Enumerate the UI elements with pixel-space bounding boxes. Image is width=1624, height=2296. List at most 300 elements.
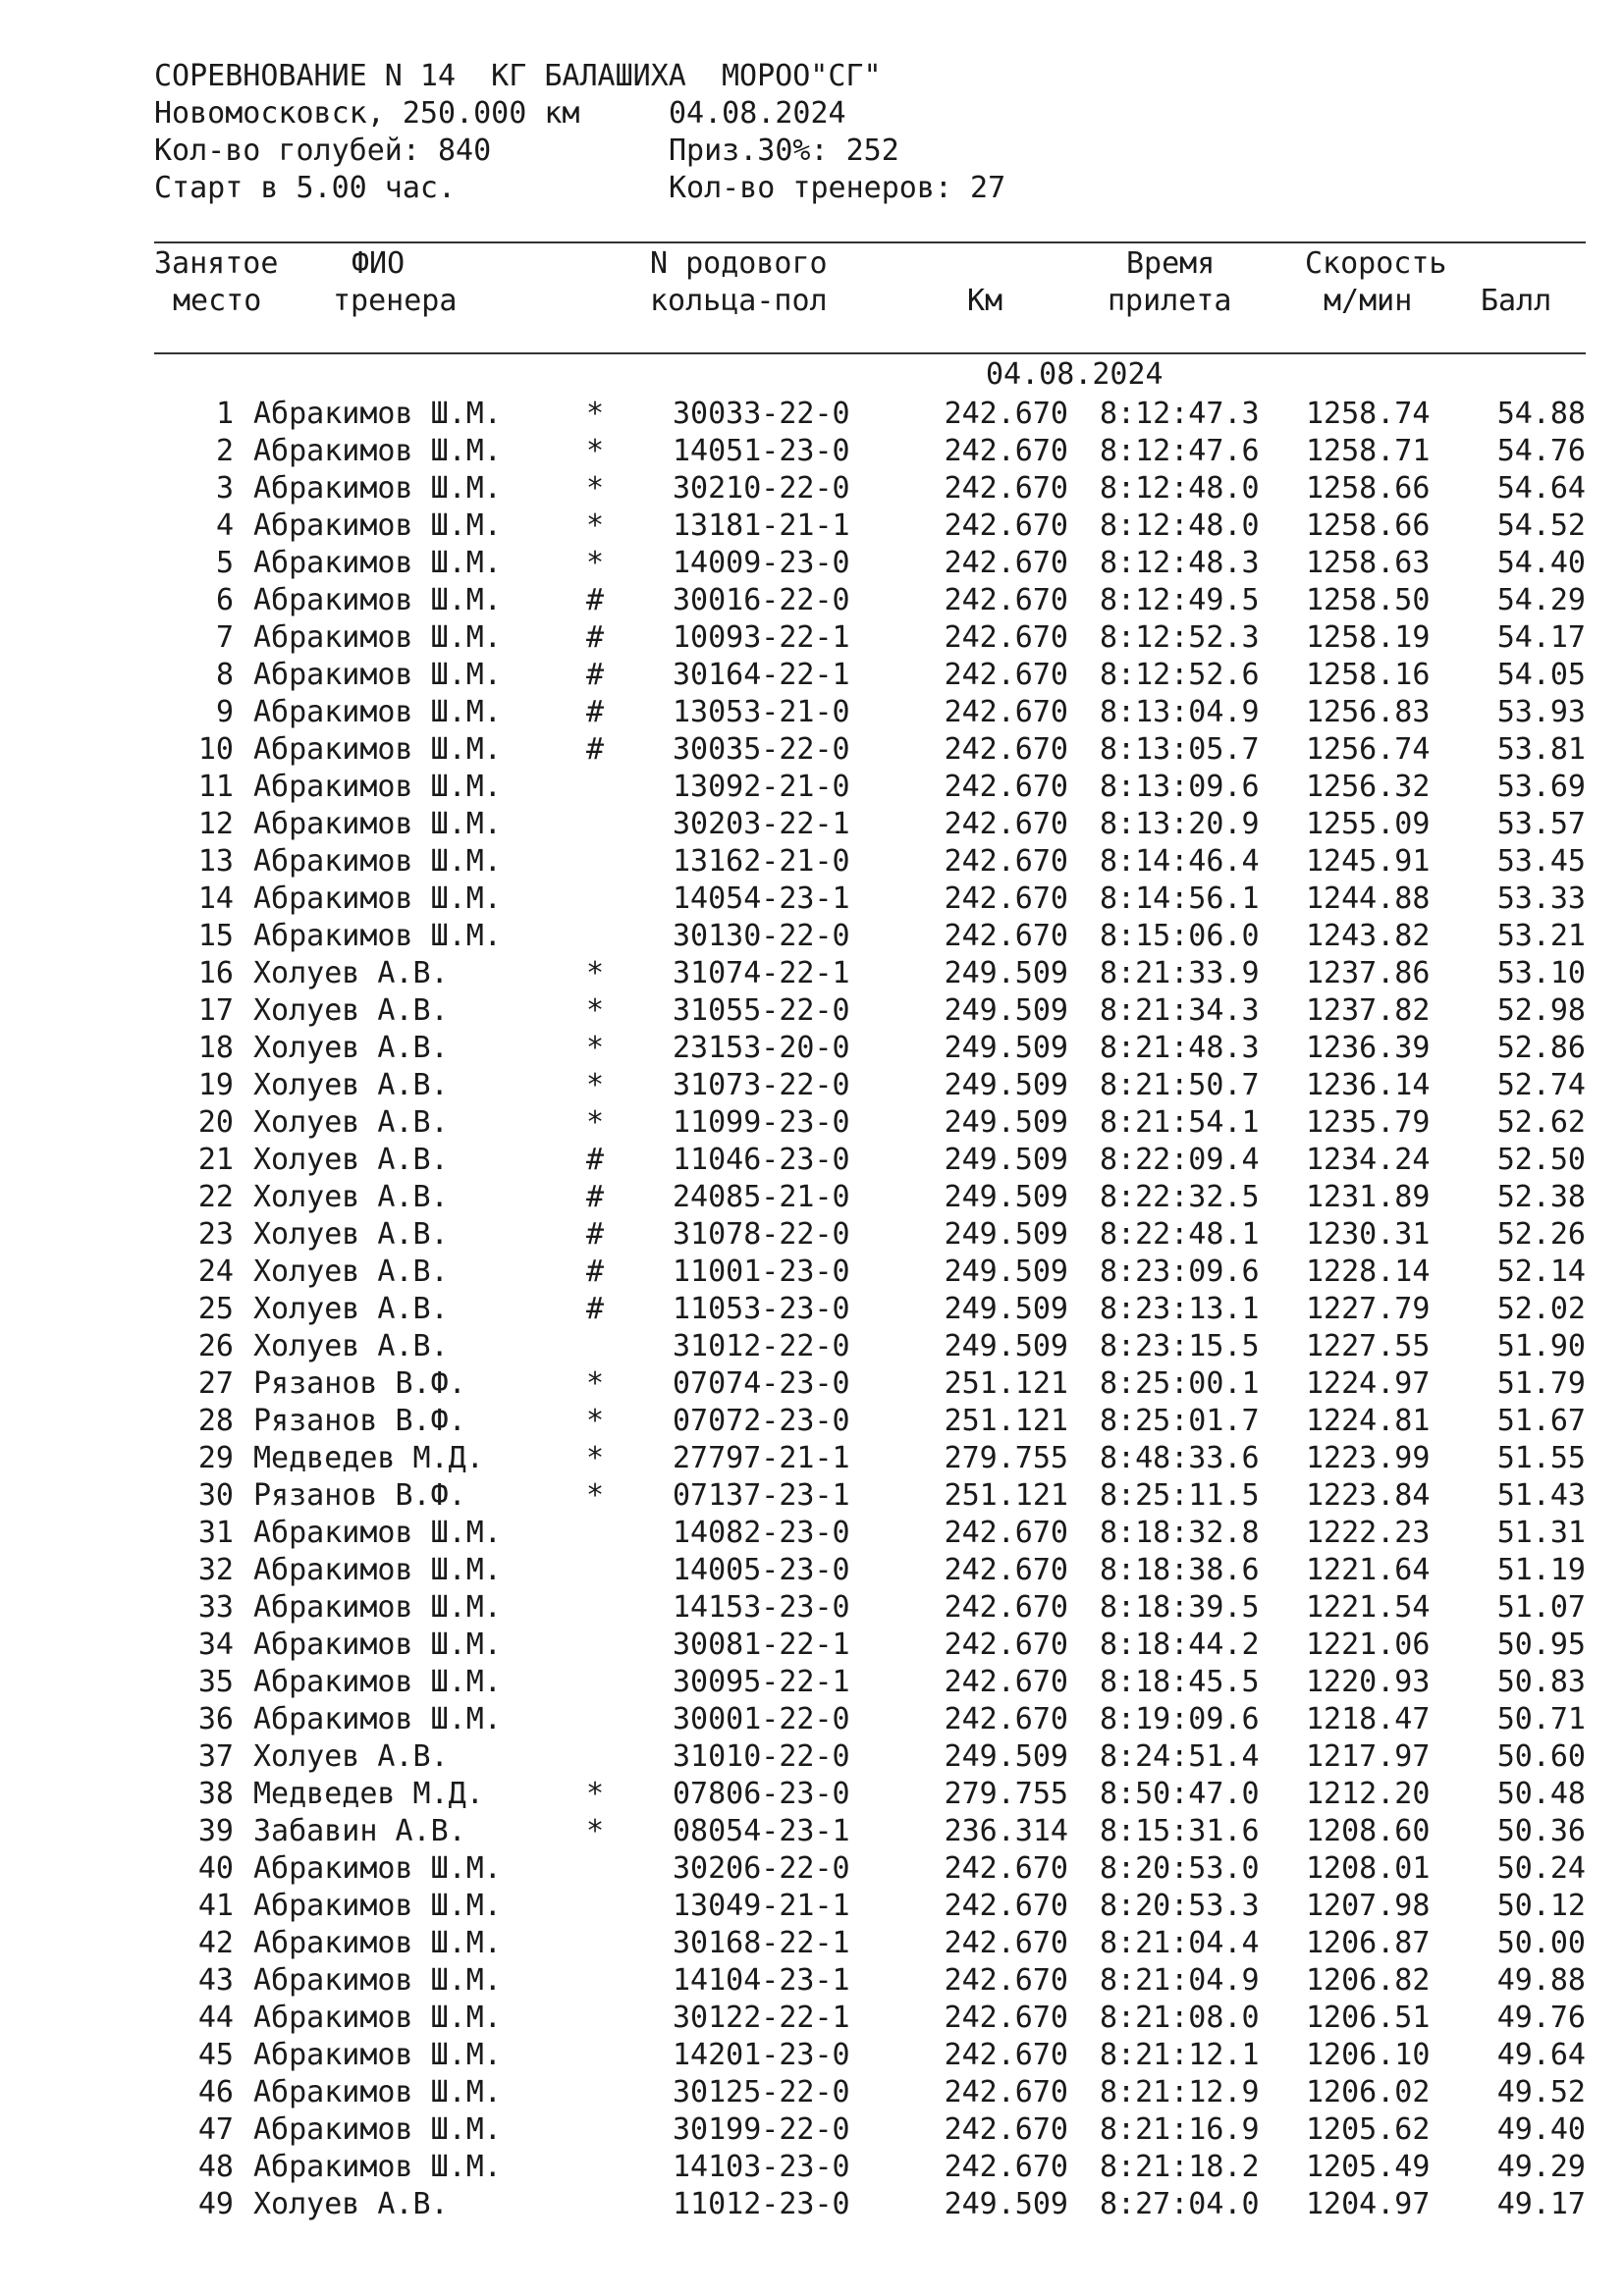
row-distance: 249.509 xyxy=(944,1329,1068,1363)
row-speed: 1256.74 xyxy=(1306,732,1431,767)
row-ring-number: 30095-22-1 xyxy=(673,1665,850,1699)
row-distance: 242.670 xyxy=(944,471,1068,506)
row-distance: 242.670 xyxy=(944,2001,1068,2035)
table-row xyxy=(0,545,1624,582)
row-points: 54.52 xyxy=(1496,508,1586,543)
row-place: 25 xyxy=(197,1292,234,1326)
row-distance: 279.755 xyxy=(944,1777,1068,1811)
row-distance: 251.121 xyxy=(944,1478,1068,1513)
row-points: 53.45 xyxy=(1496,844,1586,879)
row-points: 53.81 xyxy=(1496,732,1586,767)
row-mark: * xyxy=(586,1068,605,1102)
row-trainer-name: Абракимов Ш.М. xyxy=(253,471,502,506)
row-ring-number: 31012-22-0 xyxy=(673,1329,850,1363)
row-speed: 1205.62 xyxy=(1306,2112,1431,2147)
row-points: 50.00 xyxy=(1496,1926,1586,1960)
row-arrival-time: 8:20:53.0 xyxy=(1100,1851,1260,1886)
row-speed: 1258.16 xyxy=(1306,658,1431,692)
row-place: 7 xyxy=(215,620,234,655)
row-arrival-time: 8:12:49.5 xyxy=(1100,583,1260,617)
row-ring-number: 07137-23-1 xyxy=(673,1478,850,1513)
row-ring-number: 31010-22-0 xyxy=(673,1739,850,1774)
row-place: 29 xyxy=(197,1441,234,1475)
row-points: 54.17 xyxy=(1496,620,1586,655)
row-distance: 242.670 xyxy=(944,695,1068,729)
row-speed: 1231.89 xyxy=(1306,1180,1431,1214)
row-points: 54.64 xyxy=(1496,471,1586,506)
row-points: 52.62 xyxy=(1496,1105,1586,1140)
row-mark: * xyxy=(586,1105,605,1140)
row-speed: 1206.87 xyxy=(1306,1926,1431,1960)
row-mark: # xyxy=(586,1217,605,1252)
row-trainer-name: Холуев А.В. xyxy=(253,1292,449,1326)
row-trainer-name: Абракимов Ш.М. xyxy=(253,2150,502,2184)
row-points: 49.40 xyxy=(1496,2112,1586,2147)
row-distance: 242.670 xyxy=(944,658,1068,692)
row-arrival-time: 8:21:12.1 xyxy=(1100,2038,1260,2072)
row-place: 6 xyxy=(215,583,234,617)
row-distance: 242.670 xyxy=(944,434,1068,468)
row-speed: 1206.82 xyxy=(1306,1963,1431,1998)
row-distance: 242.670 xyxy=(944,508,1068,543)
row-mark: * xyxy=(586,1441,605,1475)
row-mark: # xyxy=(586,658,605,692)
col-ring-2: кольца-пол xyxy=(650,284,828,318)
row-speed: 1220.93 xyxy=(1306,1665,1431,1699)
row-trainer-name: Холуев А.В. xyxy=(253,1255,449,1289)
row-mark: # xyxy=(586,732,605,767)
row-arrival-time: 8:21:34.3 xyxy=(1100,993,1260,1028)
row-ring-number: 13092-21-0 xyxy=(673,770,850,804)
table-row xyxy=(0,1888,1624,1925)
row-ring-number: 14005-23-0 xyxy=(673,1553,850,1587)
row-points: 49.64 xyxy=(1496,2038,1586,2072)
table-row xyxy=(0,1664,1624,1701)
row-points: 53.10 xyxy=(1496,956,1586,990)
row-distance: 242.670 xyxy=(944,1665,1068,1699)
table-row xyxy=(0,1925,1624,1962)
table-row xyxy=(0,2074,1624,2111)
row-trainer-name: Холуев А.В. xyxy=(253,1031,449,1065)
row-arrival-time: 8:12:48.0 xyxy=(1100,471,1260,506)
row-distance: 249.509 xyxy=(944,993,1068,1028)
row-ring-number: 30016-22-0 xyxy=(673,583,850,617)
col-place-1: Занятое xyxy=(154,246,279,281)
row-mark: # xyxy=(586,695,605,729)
competition-title xyxy=(154,58,882,95)
row-speed: 1227.55 xyxy=(1306,1329,1431,1363)
row-distance: 242.670 xyxy=(944,1963,1068,1998)
row-place: 44 xyxy=(197,2001,234,2035)
table-row xyxy=(0,1552,1624,1589)
row-speed: 1221.54 xyxy=(1306,1590,1431,1625)
location-distance: Новомосковск, 250.000 км xyxy=(154,96,580,131)
row-trainer-name: Холуев А.В. xyxy=(253,1217,449,1252)
row-trainer-name: Холуев А.В. xyxy=(253,993,449,1028)
row-distance: 249.509 xyxy=(944,1292,1068,1326)
row-arrival-time: 8:12:52.3 xyxy=(1100,620,1260,655)
row-points: 51.31 xyxy=(1496,1516,1586,1550)
row-trainer-name: Абракимов Ш.М. xyxy=(253,658,502,692)
row-speed: 1258.71 xyxy=(1306,434,1431,468)
row-mark: * xyxy=(586,434,605,468)
table-row xyxy=(0,2186,1624,2223)
row-mark: * xyxy=(586,397,605,431)
row-ring-number: 14201-23-0 xyxy=(673,2038,850,2072)
row-distance: 242.670 xyxy=(944,1889,1068,1923)
row-arrival-time: 8:21:12.9 xyxy=(1100,2075,1260,2109)
row-points: 52.86 xyxy=(1496,1031,1586,1065)
row-mark: * xyxy=(586,1478,605,1513)
row-place: 32 xyxy=(197,1553,234,1587)
header-rule-bottom xyxy=(154,352,1586,354)
row-distance: 249.509 xyxy=(944,1068,1068,1102)
row-ring-number: 13053-21-0 xyxy=(673,695,850,729)
row-ring-number: 30210-22-0 xyxy=(673,471,850,506)
row-speed: 1221.64 xyxy=(1306,1553,1431,1587)
row-arrival-time: 8:21:54.1 xyxy=(1100,1105,1260,1140)
row-trainer-name: Абракимов Ш.М. xyxy=(253,620,502,655)
row-place: 34 xyxy=(197,1628,234,1662)
row-distance: 242.670 xyxy=(944,1516,1068,1550)
row-distance: 242.670 xyxy=(944,2112,1068,2147)
row-ring-number: 13162-21-0 xyxy=(673,844,850,879)
row-distance: 242.670 xyxy=(944,1851,1068,1886)
table-row xyxy=(0,1589,1624,1627)
row-speed: 1234.24 xyxy=(1306,1143,1431,1177)
row-ring-number: 31073-22-0 xyxy=(673,1068,850,1102)
row-points: 49.52 xyxy=(1496,2075,1586,2109)
row-points: 49.29 xyxy=(1496,2150,1586,2184)
row-speed: 1224.97 xyxy=(1306,1366,1431,1401)
row-points: 54.88 xyxy=(1496,397,1586,431)
row-ring-number: 24085-21-0 xyxy=(673,1180,850,1214)
row-place: 9 xyxy=(215,695,234,729)
row-speed: 1208.60 xyxy=(1306,1814,1431,1848)
table-row xyxy=(0,1403,1624,1440)
col-time-1: Время xyxy=(1126,246,1216,281)
prize-count: Приз.30%: 252 xyxy=(669,133,899,168)
row-trainer-name: Холуев А.В. xyxy=(253,1329,449,1363)
row-trainer-name: Абракимов Ш.М. xyxy=(253,1889,502,1923)
row-points: 53.21 xyxy=(1496,919,1586,953)
table-row xyxy=(0,769,1624,806)
row-speed: 1206.51 xyxy=(1306,2001,1431,2035)
row-ring-number: 11001-23-0 xyxy=(673,1255,850,1289)
row-mark: # xyxy=(586,1292,605,1326)
row-speed: 1236.14 xyxy=(1306,1068,1431,1102)
table-row xyxy=(0,1477,1624,1515)
row-arrival-time: 8:21:04.9 xyxy=(1100,1963,1260,1998)
row-speed: 1256.83 xyxy=(1306,695,1431,729)
row-place: 16 xyxy=(197,956,234,990)
row-distance: 242.670 xyxy=(944,807,1068,841)
row-place: 37 xyxy=(197,1739,234,1774)
row-ring-number: 11053-23-0 xyxy=(673,1292,850,1326)
row-place: 46 xyxy=(197,2075,234,2109)
col-speed-2: м/мин xyxy=(1324,284,1413,318)
row-ring-number: 27797-21-1 xyxy=(673,1441,850,1475)
row-place: 10 xyxy=(197,732,234,767)
row-place: 8 xyxy=(215,658,234,692)
row-ring-number: 30122-22-1 xyxy=(673,2001,850,2035)
row-speed: 1218.47 xyxy=(1306,1702,1431,1736)
row-speed: 1237.86 xyxy=(1306,956,1431,990)
row-distance: 242.670 xyxy=(944,546,1068,580)
row-mark: # xyxy=(586,1143,605,1177)
row-distance: 249.509 xyxy=(944,1180,1068,1214)
table-row xyxy=(0,619,1624,657)
row-trainer-name: Абракимов Ш.М. xyxy=(253,1553,502,1587)
row-distance: 242.670 xyxy=(944,397,1068,431)
row-place: 4 xyxy=(215,508,234,543)
row-ring-number: 07072-23-0 xyxy=(673,1404,850,1438)
row-ring-number: 31055-22-0 xyxy=(673,993,850,1028)
table-row xyxy=(0,1328,1624,1365)
table-row xyxy=(0,992,1624,1030)
table-row xyxy=(0,955,1624,992)
row-place: 33 xyxy=(197,1590,234,1625)
row-ring-number: 30035-22-0 xyxy=(673,732,850,767)
col-speed-1: Скорость xyxy=(1305,246,1447,281)
row-arrival-time: 8:21:04.4 xyxy=(1100,1926,1260,1960)
pigeons-line xyxy=(154,133,899,170)
row-arrival-time: 8:18:44.2 xyxy=(1100,1628,1260,1662)
row-points: 53.57 xyxy=(1496,807,1586,841)
row-speed: 1207.98 xyxy=(1306,1889,1431,1923)
row-points: 53.93 xyxy=(1496,695,1586,729)
row-arrival-time: 8:21:33.9 xyxy=(1100,956,1260,990)
row-trainer-name: Рязанов В.Ф. xyxy=(253,1404,466,1438)
row-ring-number: 31074-22-1 xyxy=(673,956,850,990)
table-row xyxy=(0,843,1624,881)
row-mark: * xyxy=(586,1814,605,1848)
row-trainer-name: Абракимов Ш.М. xyxy=(253,2038,502,2072)
row-place: 5 xyxy=(215,546,234,580)
row-trainer-name: Холуев А.В. xyxy=(253,1105,449,1140)
table-row xyxy=(0,731,1624,769)
row-points: 50.83 xyxy=(1496,1665,1586,1699)
row-trainer-name: Забавин А.В. xyxy=(253,1814,466,1848)
row-speed: 1212.20 xyxy=(1306,1777,1431,1811)
row-ring-number: 11046-23-0 xyxy=(673,1143,850,1177)
row-points: 51.19 xyxy=(1496,1553,1586,1587)
row-place: 15 xyxy=(197,919,234,953)
row-distance: 242.670 xyxy=(944,1628,1068,1662)
row-arrival-time: 8:19:09.6 xyxy=(1100,1702,1260,1736)
row-distance: 242.670 xyxy=(944,2038,1068,2072)
row-points: 51.79 xyxy=(1496,1366,1586,1401)
row-points: 49.88 xyxy=(1496,1963,1586,1998)
row-place: 30 xyxy=(197,1478,234,1513)
row-ring-number: 14051-23-0 xyxy=(673,434,850,468)
row-mark: * xyxy=(586,1366,605,1401)
row-trainer-name: Холуев А.В. xyxy=(253,1143,449,1177)
row-arrival-time: 8:18:45.5 xyxy=(1100,1665,1260,1699)
row-points: 54.40 xyxy=(1496,546,1586,580)
row-ring-number: 30164-22-1 xyxy=(673,658,850,692)
row-distance: 242.670 xyxy=(944,1926,1068,1960)
results-list xyxy=(0,396,1624,2223)
row-place: 48 xyxy=(197,2150,234,2184)
table-row xyxy=(0,1216,1624,1254)
trainer-count: Кол-во тренеров: 27 xyxy=(669,171,1006,205)
row-points: 52.98 xyxy=(1496,993,1586,1028)
row-arrival-time: 8:22:32.5 xyxy=(1100,1180,1260,1214)
row-distance: 242.670 xyxy=(944,1590,1068,1625)
row-distance: 242.670 xyxy=(944,2075,1068,2109)
row-ring-number: 30001-22-0 xyxy=(673,1702,850,1736)
row-arrival-time: 8:25:01.7 xyxy=(1100,1404,1260,1438)
row-distance: 249.509 xyxy=(944,1739,1068,1774)
row-ring-number: 30203-22-1 xyxy=(673,807,850,841)
row-place: 22 xyxy=(197,1180,234,1214)
row-ring-number: 30130-22-0 xyxy=(673,919,850,953)
row-speed: 1208.01 xyxy=(1306,1851,1431,1886)
row-arrival-time: 8:25:11.5 xyxy=(1100,1478,1260,1513)
row-arrival-time: 8:22:09.4 xyxy=(1100,1143,1260,1177)
row-place: 43 xyxy=(197,1963,234,1998)
row-mark: * xyxy=(586,471,605,506)
row-speed: 1228.14 xyxy=(1306,1255,1431,1289)
row-ring-number: 14153-23-0 xyxy=(673,1590,850,1625)
row-trainer-name: Абракимов Ш.М. xyxy=(253,1702,502,1736)
row-distance: 236.314 xyxy=(944,1814,1068,1848)
row-place: 2 xyxy=(215,434,234,468)
row-place: 28 xyxy=(197,1404,234,1438)
row-points: 51.67 xyxy=(1496,1404,1586,1438)
table-row xyxy=(0,1067,1624,1104)
row-trainer-name: Абракимов Ш.М. xyxy=(253,1926,502,1960)
competition-title-text: СОРЕВНОВАНИЕ N 14 КГ БАЛАШИХА МОРОО"СГ" xyxy=(154,59,882,93)
location-line xyxy=(154,95,846,133)
row-place: 21 xyxy=(197,1143,234,1177)
row-place: 36 xyxy=(197,1702,234,1736)
row-speed: 1221.06 xyxy=(1306,1628,1431,1662)
row-distance: 249.509 xyxy=(944,1217,1068,1252)
row-distance: 242.670 xyxy=(944,919,1068,953)
table-row xyxy=(0,1291,1624,1328)
row-place: 17 xyxy=(197,993,234,1028)
row-speed: 1258.66 xyxy=(1306,508,1431,543)
row-ring-number: 14104-23-1 xyxy=(673,1963,850,1998)
row-arrival-time: 8:12:48.0 xyxy=(1100,508,1260,543)
table-row xyxy=(0,657,1624,694)
row-trainer-name: Абракимов Ш.М. xyxy=(253,1851,502,1886)
date-separator: 04.08.2024 xyxy=(986,357,1164,392)
row-points: 50.95 xyxy=(1496,1628,1586,1662)
row-place: 41 xyxy=(197,1889,234,1923)
row-points: 52.50 xyxy=(1496,1143,1586,1177)
row-trainer-name: Абракимов Ш.М. xyxy=(253,770,502,804)
row-trainer-name: Абракимов Ш.М. xyxy=(253,1590,502,1625)
row-points: 52.02 xyxy=(1496,1292,1586,1326)
row-place: 20 xyxy=(197,1105,234,1140)
row-trainer-name: Рязанов В.Ф. xyxy=(253,1366,466,1401)
row-speed: 1258.50 xyxy=(1306,583,1431,617)
row-arrival-time: 8:13:09.6 xyxy=(1100,770,1260,804)
row-speed: 1258.66 xyxy=(1306,471,1431,506)
row-ring-number: 11099-23-0 xyxy=(673,1105,850,1140)
row-ring-number: 14103-23-0 xyxy=(673,2150,850,2184)
row-arrival-time: 8:20:53.3 xyxy=(1100,1889,1260,1923)
table-row xyxy=(0,433,1624,470)
row-distance: 242.670 xyxy=(944,1702,1068,1736)
row-distance: 242.670 xyxy=(944,1553,1068,1587)
table-row xyxy=(0,2111,1624,2149)
row-trainer-name: Абракимов Ш.М. xyxy=(253,1516,502,1550)
row-distance: 242.670 xyxy=(944,620,1068,655)
table-row xyxy=(0,2037,1624,2074)
row-points: 50.48 xyxy=(1496,1777,1586,1811)
row-trainer-name: Абракимов Ш.М. xyxy=(253,1628,502,1662)
row-speed: 1204.97 xyxy=(1306,2187,1431,2221)
row-speed: 1223.99 xyxy=(1306,1441,1431,1475)
row-trainer-name: Холуев А.В. xyxy=(253,1068,449,1102)
row-mark: * xyxy=(586,1031,605,1065)
row-trainer-name: Абракимов Ш.М. xyxy=(253,2075,502,2109)
row-points: 53.33 xyxy=(1496,881,1586,916)
row-trainer-name: Абракимов Ш.М. xyxy=(253,508,502,543)
row-points: 50.71 xyxy=(1496,1702,1586,1736)
row-trainer-name: Холуев А.В. xyxy=(253,1739,449,1774)
row-trainer-name: Холуев А.В. xyxy=(253,956,449,990)
row-place: 11 xyxy=(197,770,234,804)
row-place: 42 xyxy=(197,1926,234,1960)
row-distance: 249.509 xyxy=(944,1255,1068,1289)
row-distance: 249.509 xyxy=(944,956,1068,990)
table-row xyxy=(0,1030,1624,1067)
row-distance: 249.509 xyxy=(944,2187,1068,2221)
row-ring-number: 13049-21-1 xyxy=(673,1889,850,1923)
race-date: 04.08.2024 xyxy=(669,96,846,131)
row-speed: 1236.39 xyxy=(1306,1031,1431,1065)
table-row xyxy=(0,1776,1624,1813)
row-distance: 242.670 xyxy=(944,881,1068,916)
row-trainer-name: Абракимов Ш.М. xyxy=(253,546,502,580)
row-place: 12 xyxy=(197,807,234,841)
row-trainer-name: Абракимов Ш.М. xyxy=(253,397,502,431)
row-points: 52.74 xyxy=(1496,1068,1586,1102)
row-trainer-name: Абракимов Ш.М. xyxy=(253,2001,502,2035)
row-points: 50.60 xyxy=(1496,1739,1586,1774)
row-ring-number: 14082-23-0 xyxy=(673,1516,850,1550)
header-rule-top xyxy=(154,241,1586,243)
row-speed: 1224.81 xyxy=(1306,1404,1431,1438)
row-arrival-time: 8:14:46.4 xyxy=(1100,844,1260,879)
row-ring-number: 14009-23-0 xyxy=(673,546,850,580)
row-arrival-time: 8:13:05.7 xyxy=(1100,732,1260,767)
row-arrival-time: 8:12:48.3 xyxy=(1100,546,1260,580)
row-place: 31 xyxy=(197,1516,234,1550)
row-points: 52.26 xyxy=(1496,1217,1586,1252)
row-mark: * xyxy=(586,508,605,543)
row-mark: * xyxy=(586,546,605,580)
row-place: 1 xyxy=(215,397,234,431)
col-ring-1: N родового xyxy=(650,246,828,281)
row-speed: 1206.02 xyxy=(1306,2075,1431,2109)
row-points: 54.76 xyxy=(1496,434,1586,468)
row-arrival-time: 8:27:04.0 xyxy=(1100,2187,1260,2221)
table-row xyxy=(0,1962,1624,2000)
row-ring-number: 13181-21-1 xyxy=(673,508,850,543)
row-distance: 279.755 xyxy=(944,1441,1068,1475)
table-row xyxy=(0,582,1624,619)
table-row xyxy=(0,2149,1624,2186)
table-row xyxy=(0,1627,1624,1664)
row-place: 40 xyxy=(197,1851,234,1886)
row-arrival-time: 8:18:32.8 xyxy=(1100,1516,1260,1550)
